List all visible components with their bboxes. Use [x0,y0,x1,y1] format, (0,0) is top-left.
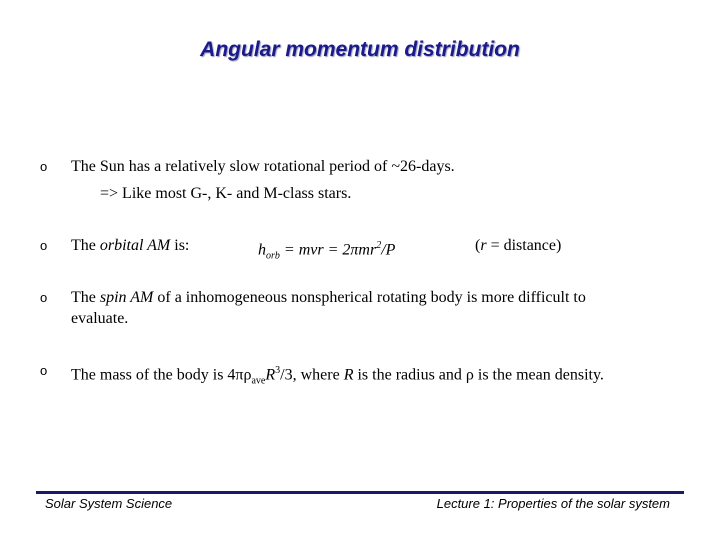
bullet-marker: o [40,290,48,305]
bullet-4-text [71,361,604,392]
bullet-4-end: is the mean density. [473,366,604,384]
bullet-1-line-2: => Like most G-, K- and M-class stars. [100,185,352,202]
bullet-3-pre: The [71,289,100,306]
spin-am-term: spin AM [99,289,154,306]
footer-divider [36,491,684,494]
var-r: R [265,366,276,384]
note-var: r [480,237,487,254]
bullet-4-pre: The mass of the body is 4πρ [71,366,252,384]
bullet-4-sup: 3 [275,365,281,376]
note-pre: ( [475,237,481,254]
formula-sup: 2 [376,240,382,251]
bullet-marker: o [40,238,48,253]
formula-sub: orb [266,250,280,262]
slide-title: Angular momentum distribution [200,38,520,61]
footer-lecture: Lecture 1: Properties of the solar system [436,496,670,511]
orbital-am-term: orbital AM [99,237,171,254]
rho-symbol: ρ [465,366,474,384]
bullet-2-text [71,236,189,256]
distance-note [475,236,561,256]
bullet-4-mid2: is the radius and [353,366,466,384]
formula-end: /P [381,241,396,259]
bullet-3-line-2: evaluate. [71,310,129,327]
orbital-am-formula [258,236,395,267]
bullet-4-mid: /3, where [280,366,344,384]
bullet-3-line-1 [71,288,586,308]
footer-course: Solar System Science [45,496,173,511]
formula-rest: = mvr = 2πmr [279,241,377,259]
var-r-2: R [343,366,354,384]
bullet-marker: o [40,159,48,174]
bullet-4-sub: ave [251,375,266,387]
formula-h: h [258,241,266,259]
note-post: = distance) [486,237,562,254]
bullet-1-line-1: The Sun has a relatively slow rotational period of ~26-days. [71,158,455,175]
bullet-2-post: is: [170,237,190,254]
bullet-3-post: of a inhomogeneous nonspherical rotating body is more difficult to [153,289,586,306]
bullet-marker: o [40,363,48,378]
bullet-2-pre: The [71,237,100,254]
